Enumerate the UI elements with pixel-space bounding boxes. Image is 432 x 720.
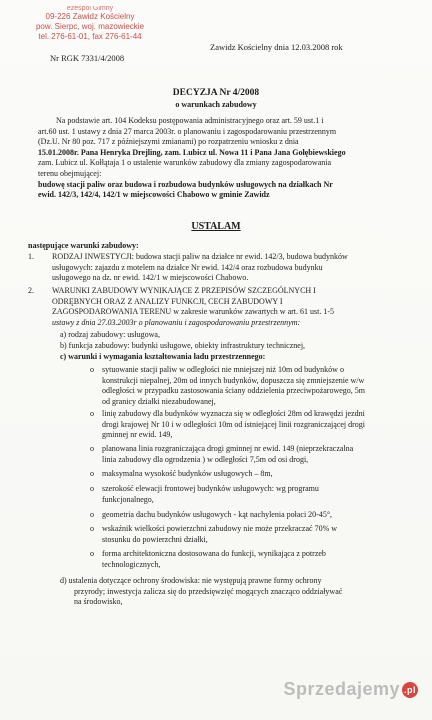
bullet-line: konstrukcji niepalnej, 20m od innych budynków, dopuszcza się zmniejszenie w/w [102,375,365,385]
watermark-text: Sprzedajemy [283,679,400,699]
item-line: ZAGOSPODAROWANIA TERENU w zakresie warunków zawartych w art. 61 ust. 1-5 [52,307,335,317]
intro-line: Na podstawie art. 104 Kodeksu postępowania administracyjnego oraz art. 59 ust.1 i [56,116,324,125]
condition-d-line: d) ustalenia dotyczące ochrony środowiska: nie występują prawne formy ochrony [60,576,322,585]
item-line: RODZAJ INWESTYCJI: budowa stacji paliw na działce nr ewid. 142/3, budowa budynków [52,252,348,261]
watermark-badge: .pl [402,682,418,698]
bullet-icon: o [90,444,94,453]
condition-d-line: na środowisko, [74,597,123,607]
bullet-text [102,484,420,505]
bullet-line: planowana linia rozgraniczająca drogi gminnej nr ewid. 149 (nieprzekraczalna [102,444,354,453]
reference-number: Nr RGK 7331/4/2008 [50,53,125,63]
bullet-icon: o [90,365,94,374]
bullet-icon: o [90,469,94,478]
bullet-line: linię zabudowy dla budynków wyznacza się w odległości 28m od krawędzi jezdni [102,409,365,418]
bullet-text [102,524,420,545]
bullet-line: gminnej nr ewid. 149, [102,430,173,440]
watermark-logo [283,679,418,700]
bullet-text [102,510,420,521]
condition-a: a) rodzaj zabudowy: usługowa, [60,330,160,339]
bullet-line: od granicy działki niezabudowanej, [102,396,216,406]
bullet-line: linia zabudowy dla ogrodzenia ) w odległości 7,5m od osi drogi, [102,454,309,464]
stamp-top-line: ezespol Gimny [66,6,114,12]
bullet-icon: o [90,484,94,493]
condition-c: c) warunki i wymagania kształtowania ładu przestrzennego: [60,352,266,361]
conditions-lead: następujące warunki zabudowy: [28,241,139,250]
intro-line: (Dz.U. Nr 80 poz. 717 z późniejszymi zmianami) po rozpatrzeniu wniosku z dnia [38,137,299,147]
item-line: WARUNKI ZABUDOWY WYNIKAJĄCE Z PRZEPISÓW SZCZEGÓLNYCH I [52,286,316,295]
bullet-line: sytuowanie stacji paliw w odległości nie mniejszej niż 10m od budynków o [102,365,344,374]
stamp-address: 09-226 Zawidz Kościelny [45,12,135,21]
item-line: usługowych: zajazdu z motelem na działce Nr ewid. 142/4 oraz rozbudowa budynku [52,262,323,272]
bullet-line: geometria dachu budynków usługowych - kąt nachylenia połaci 20-45°, [102,510,333,519]
item-line: ODRĘBNYCH ORAZ Z ANALIZY FUNKCJI, CECH ZABUDOWY I [52,296,283,306]
bullet-line: odległości w przypadku zastosowania ściany oddzielenia przeciwpożarowego, 5m [102,386,366,396]
bullet-icon: o [90,409,94,418]
item-line: ustawy z dnia 27.03.2003r o planowaniu i zagospodarowaniu przestrzennym: [52,317,301,327]
stamp-phone: tel. 276-61-01, fax 276-61-44 [38,32,142,41]
bullet-icon: o [90,524,94,533]
investment-type [52,252,420,284]
intro-line: 15.01.2008r. Pana Henryka Drejling, zam. Lubicz ul. Nowa 11 i Pana Jana Gołębiewskiego [38,147,346,157]
bullet-line: stosunku do powierzchni działki, [102,534,208,544]
bullet-text [102,469,420,480]
intro-line: art.60 ust. 1 ustawy z dnia 27 marca 2003r. o planowaniu i zagospodarowaniu przestrzennym [38,126,337,136]
intro-line: zam. Lubicz ul. Kołłątaja 1 o ustalenie warunków zabudowy dla zmiany zagospodarowania [38,158,332,168]
ustalam-heading: USTALAM [191,221,241,232]
office-stamp [26,6,154,42]
bullet-line: technologicznych, [102,559,161,569]
bullet-line: forma architektoniczna dostosowana do funkcji, wynikająca z potrzeb [102,549,326,558]
bullet-icon: o [90,510,94,519]
condition-b: b) funkcja zabudowy: budynki usługowe, obiekty infrastruktury technicznej, [60,341,306,350]
decision-subtitle: o warunkach zabudowy [175,100,257,109]
bullet-line: szerokość elewacji frontowej budynków usługowych: wg programu [102,484,319,493]
bullet-text [102,549,420,570]
intro-line: budowę stacji paliw oraz budowa i rozbudowa budynków usługowych na działkach Nr [38,179,333,189]
condition-d-line: przyrody; inwestycja zalicza się do przedsięwzięć mogących znacząco oddziaływać [74,586,343,596]
intro-line: ewid. 142/3, 142/4, 142/1 w miejscowości Chabowo w gminie Zawidz [38,190,270,200]
bullet-line: drogi krajowej Nr 10 i w odległości 10m od istniejącej linii rozgraniczającej drogi [102,419,366,429]
bullet-line: wskaźnik wielkości powierzchni zabudowy nie może przekraczać 70% w [102,524,338,533]
bullet-line: maksymalna wysokość budynków usługowych – 8m, [102,469,273,478]
condition-d [60,576,420,608]
stamp-region: pow. Sierpc, woj. mazowieckie [35,22,145,31]
item-number: 2. [28,286,34,295]
bullet-icon: o [90,549,94,558]
place-date: Zawidz Kościelny dnia 12.03.2008 rok [210,42,343,52]
item-line: usługowego na dz. nr ewid. 142/1 w miejscowości Chabowo. [52,273,249,283]
bullet-text [102,365,420,407]
bullet-line: funkcjonalnego, [102,494,154,504]
intro-line: terenu obejmującej: [38,168,102,178]
intro-paragraph [38,116,422,201]
bullet-text [102,409,420,441]
decision-title: DECYZJA Nr 4/2008 [172,88,260,98]
item-number: 1. [28,252,34,261]
building-conditions [52,286,420,328]
bullet-text [102,444,420,465]
